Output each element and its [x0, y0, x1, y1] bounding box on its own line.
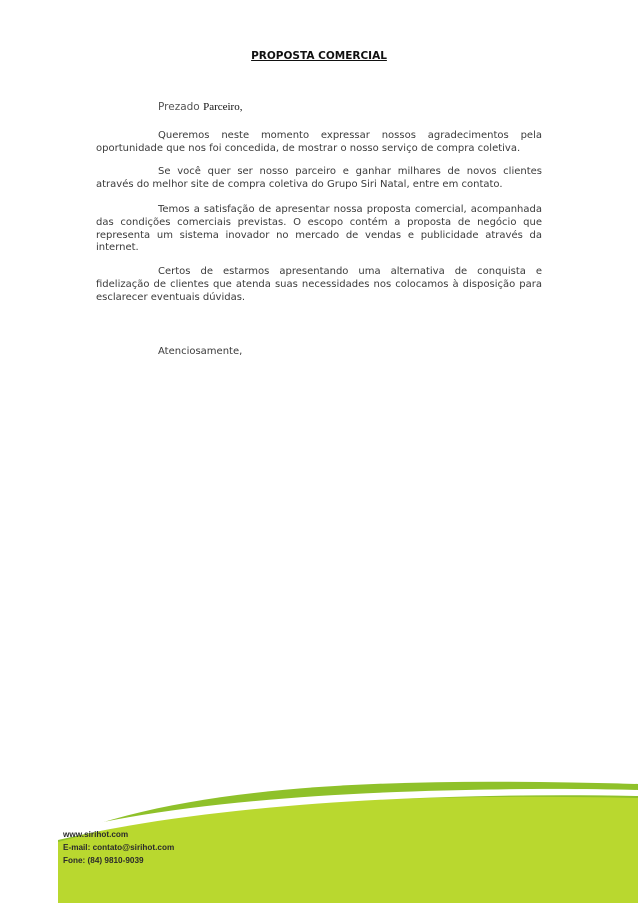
- footer-phone: Fone: (84) 9810-9039: [63, 856, 144, 865]
- paragraph-3: Temos a satisfação de apresentar nossa proposta comercial, acompanhada das condições comerciais previstas. O escopo contém a proposta de negócio que representa um sistema inovador no mercado de vendas e publicidade através da internet.: [96, 204, 542, 254]
- paragraph-4-wrap: [96, 266, 542, 304]
- paragraph-3-wrap: [96, 204, 542, 255]
- document-title: PROPOSTA COMERCIAL: [251, 50, 387, 62]
- paragraph-2: Se você quer ser nosso parceiro e ganhar milhares de novos clientes através do melhor site de compra coletiva do Grupo Siri Natal, entre em contato.: [96, 166, 542, 190]
- greeting-prefix: Prezado: [158, 101, 200, 113]
- paragraph-2-wrap: [96, 166, 542, 192]
- document-title-wrap: [0, 44, 638, 63]
- paragraph-4: Certos de estarmos apresentando uma alternativa de conquista e fidelização de clientes que atenda suas necessidades nos colocamos à disposição para esclarecer eventuais dúvidas.: [96, 266, 542, 303]
- greeting-name: Parceiro,: [203, 101, 243, 113]
- footer-contact: [63, 828, 174, 867]
- paragraph-1: Queremos neste momento expressar nossos agradecimentos pela oportunidade que nos foi concedida, de mostrar o nosso serviço de compra coletiva.: [96, 130, 542, 154]
- footer-website-link[interactable]: www.sirihot.com: [63, 830, 129, 839]
- footer-email[interactable]: E-mail: contato@sirihot.com: [63, 843, 175, 852]
- greeting: [158, 101, 242, 113]
- paragraph-1-wrap: [96, 130, 542, 156]
- closing: Atenciosamente,: [158, 346, 243, 357]
